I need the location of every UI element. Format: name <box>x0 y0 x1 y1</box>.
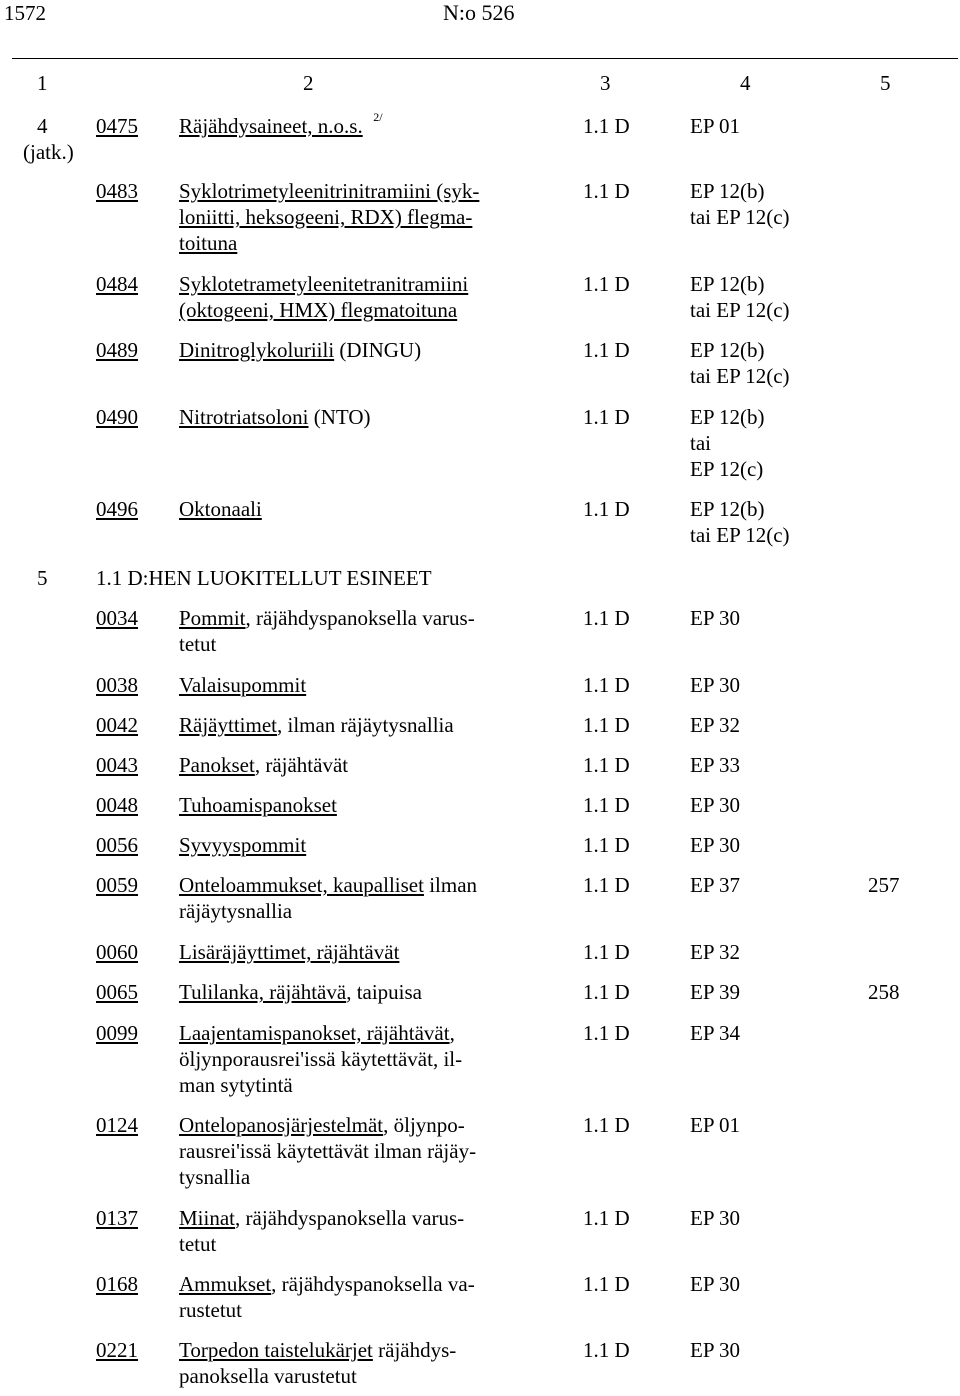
classification-code: 1.1 D <box>583 873 630 897</box>
substance-name <box>179 1020 549 1098</box>
un-number: 0137 <box>96 1206 138 1230</box>
substance-name-rest: , öljynpo- rausrei'issä käytettävät ilman räjäy- tysnallia <box>179 1113 477 1189</box>
substance-name-rest: , räjähdyspanoksella varus- tetut <box>179 1206 465 1256</box>
special-provision: 257 <box>868 873 900 897</box>
packing-instruction <box>690 1112 740 1138</box>
substance-name-main: Lisäräjäyttimet, räjähtävät <box>179 940 400 964</box>
packing-instruction <box>690 939 740 965</box>
classification-code: 1.1 D <box>583 833 630 857</box>
packing-instruction <box>690 872 740 898</box>
substance-name-main: Laajentamispanokset, räjähtävät <box>179 1021 450 1045</box>
substance-name-rest: räjähdys- panoksella varustetut <box>179 1338 457 1388</box>
substance-name-rest: ilman räjäytysnallia <box>179 873 478 923</box>
classification-code: 1.1 D <box>583 405 630 429</box>
un-number: 0475 <box>96 114 138 138</box>
classification-code: 1.1 D <box>583 1272 630 1296</box>
un-number: 0168 <box>96 1272 138 1296</box>
substance-name <box>179 1205 549 1257</box>
packing-instruction <box>690 752 740 778</box>
un-number: 0483 <box>96 179 138 203</box>
un-number: 0048 <box>96 793 138 817</box>
packing-instruction-text: EP 39 <box>690 980 740 1004</box>
un-number: 0496 <box>96 497 138 521</box>
table-top-rule <box>12 58 958 59</box>
substance-name <box>179 672 549 698</box>
un-number: 0038 <box>96 673 138 697</box>
substance-name-rest: (NTO) <box>308 405 371 429</box>
packing-instruction <box>690 712 740 738</box>
un-number: 0034 <box>96 606 138 630</box>
un-number: 0099 <box>96 1021 138 1045</box>
substance-name <box>179 337 549 363</box>
classification-code: 1.1 D <box>583 713 630 737</box>
packing-instruction-text: EP 32 <box>690 940 740 964</box>
packing-instruction <box>690 1337 740 1363</box>
substance-name-main: Ammukset <box>179 1272 272 1296</box>
classification-code: 1.1 D <box>583 497 630 521</box>
packing-instruction-text: EP 12(b) tai EP 12(c) <box>690 338 790 388</box>
packing-instruction-text: EP 30 <box>690 833 740 857</box>
packing-instruction-text: EP 12(b) tai EP 12(c) <box>690 179 790 229</box>
packing-instruction <box>690 271 790 323</box>
substance-name-rest: , öljynporausrei'issä käytettävät, il- man sytytintä <box>179 1021 463 1097</box>
un-number: 0124 <box>96 1113 138 1137</box>
substance-name-main: Panokset <box>179 753 255 777</box>
column-header-2: 2 <box>303 71 314 95</box>
un-number: 0060 <box>96 940 138 964</box>
packing-instruction <box>690 113 740 139</box>
substance-name-main: Syklotrimetyleenitrinitramiini (syk- loniitti, heksogeeni, RDX) flegma- toituna <box>179 179 480 255</box>
substance-name <box>179 792 549 818</box>
packing-instruction <box>690 337 790 389</box>
substance-name <box>179 752 549 778</box>
classification-code: 1.1 D <box>583 338 630 362</box>
packing-instruction-text: EP 01 <box>690 114 740 138</box>
substance-name-rest: , räjähtävät <box>254 753 349 777</box>
page-number: 1572 <box>4 1 46 25</box>
substance-name-main: Räjäyttimet <box>179 713 277 737</box>
substance-name <box>179 979 549 1005</box>
classification-code: 1.1 D <box>583 980 630 1004</box>
substance-name <box>179 712 549 738</box>
substance-name <box>179 496 549 522</box>
column-header-1: 1 <box>37 71 48 95</box>
packing-instruction <box>690 1271 740 1297</box>
classification-code: 1.1 D <box>583 179 630 203</box>
classification-code: 1.1 D <box>583 114 630 138</box>
packing-instruction-text: EP 12(b) tai EP 12(c) <box>690 497 790 547</box>
un-number: 0489 <box>96 338 138 362</box>
packing-instruction <box>690 178 790 230</box>
substance-name <box>179 605 549 657</box>
substance-name-main: Onteloammukset, kaupalliset <box>179 873 424 897</box>
substance-name-main: Syklotetrametyleenitetranitramiini (oktogeeni, HMX) flegmatoituna <box>179 272 469 322</box>
classification-code: 1.1 D <box>583 1338 630 1362</box>
substance-name-main: Ontelopanosjärjestelmät <box>179 1113 384 1137</box>
substance-name-main: Tuhoamispanokset <box>179 793 337 817</box>
substance-name-main: Dinitroglykoluriili <box>179 338 335 362</box>
un-number: 0043 <box>96 753 138 777</box>
substance-name <box>179 178 549 256</box>
column-header-5: 5 <box>880 71 891 95</box>
substance-name-main: Oktonaali <box>179 497 262 521</box>
packing-instruction-text: EP 34 <box>690 1021 740 1045</box>
classification-code: 1.1 D <box>583 606 630 630</box>
packing-instruction <box>690 605 740 631</box>
substance-name <box>179 832 549 858</box>
classification-code: 1.1 D <box>583 1113 630 1137</box>
substance-name-rest: , räjähdyspanoksella varus- tetut <box>179 606 475 656</box>
packing-instruction-text: EP 30 <box>690 793 740 817</box>
packing-instruction-text: EP 12(b) tai EP 12(c) <box>690 272 790 322</box>
packing-instruction <box>690 1020 740 1046</box>
substance-name-main: Tulilanka, räjähtävä <box>179 980 347 1004</box>
packing-instruction-text: EP 30 <box>690 673 740 697</box>
substance-name-main: Miinat <box>179 1206 235 1230</box>
substance-name <box>179 271 549 323</box>
packing-instruction <box>690 979 740 1005</box>
column-header-3: 3 <box>600 71 611 95</box>
packing-instruction-text: EP 30 <box>690 1272 740 1296</box>
substance-name-rest: (DINGU) <box>334 338 422 362</box>
footnote-ref: 2/ <box>373 110 383 124</box>
classification-code: 1.1 D <box>583 753 630 777</box>
packing-instruction <box>690 404 764 482</box>
packing-instruction <box>690 1205 740 1231</box>
substance-name-main: Pommit <box>179 606 246 630</box>
packing-instruction-text: EP 01 <box>690 1113 740 1137</box>
substance-name <box>179 110 549 139</box>
packing-instruction-text: EP 30 <box>690 1338 740 1362</box>
un-number: 0042 <box>96 713 138 737</box>
substance-name-main: Valaisupommit <box>179 673 307 697</box>
document-number: N:o 526 <box>443 0 515 25</box>
un-number: 0221 <box>96 1338 138 1362</box>
packing-instruction-text: EP 33 <box>690 753 740 777</box>
substance-name <box>179 872 549 924</box>
substance-name <box>179 404 549 430</box>
substance-name-rest: , taipuisa <box>346 980 423 1004</box>
substance-name-main: Torpedon taistelukärjet <box>179 1338 373 1362</box>
section-title: 1.1 D:HEN LUOKITELLUT ESINEET <box>96 566 432 590</box>
un-number: 0065 <box>96 980 138 1004</box>
substance-name-main: Nitrotriatsoloni <box>179 405 309 429</box>
section-note: (jatk.) <box>23 140 74 164</box>
packing-instruction-text: EP 37 <box>690 873 740 897</box>
classification-code: 1.1 D <box>583 673 630 697</box>
packing-instruction <box>690 496 790 548</box>
packing-instruction <box>690 672 740 698</box>
substance-name <box>179 1112 549 1190</box>
substance-name-rest: , räjähdyspanoksella va- rustetut <box>179 1272 475 1322</box>
substance-name-main: Syvyyspommit <box>179 833 307 857</box>
un-number: 0484 <box>96 272 138 296</box>
packing-instruction <box>690 792 740 818</box>
packing-instruction-text: EP 30 <box>690 1206 740 1230</box>
un-number: 0490 <box>96 405 138 429</box>
un-number: 0056 <box>96 833 138 857</box>
substance-name-main: Räjähdysaineet, n.o.s. <box>179 114 363 138</box>
un-number: 0059 <box>96 873 138 897</box>
packing-instruction-text: EP 32 <box>690 713 740 737</box>
packing-instruction-text: EP 12(b) tai EP 12(c) <box>690 405 765 481</box>
packing-instruction <box>690 832 740 858</box>
section-number: 4 <box>37 114 48 138</box>
section-number: 5 <box>37 566 48 590</box>
substance-name <box>179 1337 549 1389</box>
substance-name <box>179 939 549 965</box>
classification-code: 1.1 D <box>583 940 630 964</box>
classification-code: 1.1 D <box>583 1021 630 1045</box>
packing-instruction-text: EP 30 <box>690 606 740 630</box>
classification-code: 1.1 D <box>583 1206 630 1230</box>
special-provision: 258 <box>868 980 900 1004</box>
substance-name <box>179 1271 549 1323</box>
column-header-4: 4 <box>740 71 751 95</box>
substance-name-rest: , ilman räjäytysnallia <box>276 713 454 737</box>
classification-code: 1.1 D <box>583 793 630 817</box>
classification-code: 1.1 D <box>583 272 630 296</box>
